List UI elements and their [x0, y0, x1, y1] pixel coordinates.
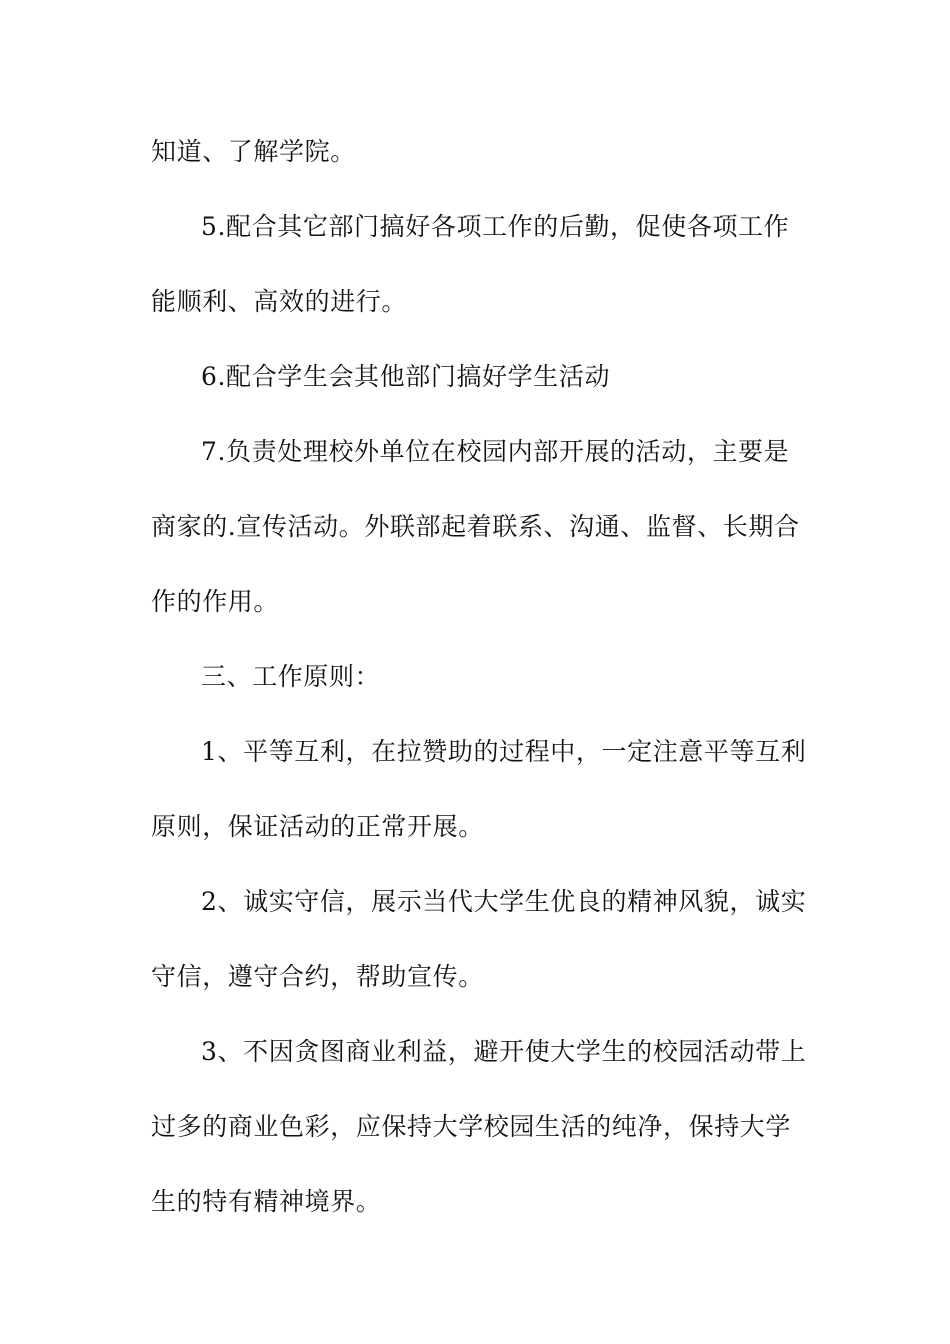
- text-line-12: 守信，遵守合约，帮助宣传。: [151, 962, 484, 991]
- text-line-14: 过多的商业色彩，应保持大学校园生活的纯净，保持大学: [151, 1112, 792, 1141]
- section-heading: 三、工作原则：: [201, 662, 381, 691]
- text-line-11: 2、诚实守信，展示当代大学生优良的精神风貌，诚实: [201, 887, 807, 916]
- text-line-10: 原则，保证活动的正常开展。: [151, 812, 484, 841]
- text-line-15: 生的特有精神境界。: [151, 1187, 382, 1216]
- text-line-3: 能顺利、高效的进行。: [151, 287, 408, 316]
- text-line-9: 1、平等互利，在拉赞助的过程中，一定注意平等互利: [201, 737, 807, 766]
- text-line-1: 知道、了解学院。: [151, 137, 356, 166]
- document-body: [151, 128, 806, 1253]
- text-line-4: 6.配合学生会其他部门搞好学生活动: [201, 362, 611, 391]
- text-line-2: 5.配合其它部门搞好各项工作的后勤，促使各项工作: [201, 212, 790, 241]
- text-line-13: 3、不因贪图商业利益，避开使大学生的校园活动带上: [201, 1037, 807, 1066]
- text-line-5: 7.负责处理校外单位在校园内部开展的活动，主要是: [201, 437, 790, 466]
- text-line-7: 作的作用。: [151, 587, 280, 616]
- text-line-6: 商家的.宣传活动。外联部起着联系、沟通、监督、长期合: [151, 512, 800, 541]
